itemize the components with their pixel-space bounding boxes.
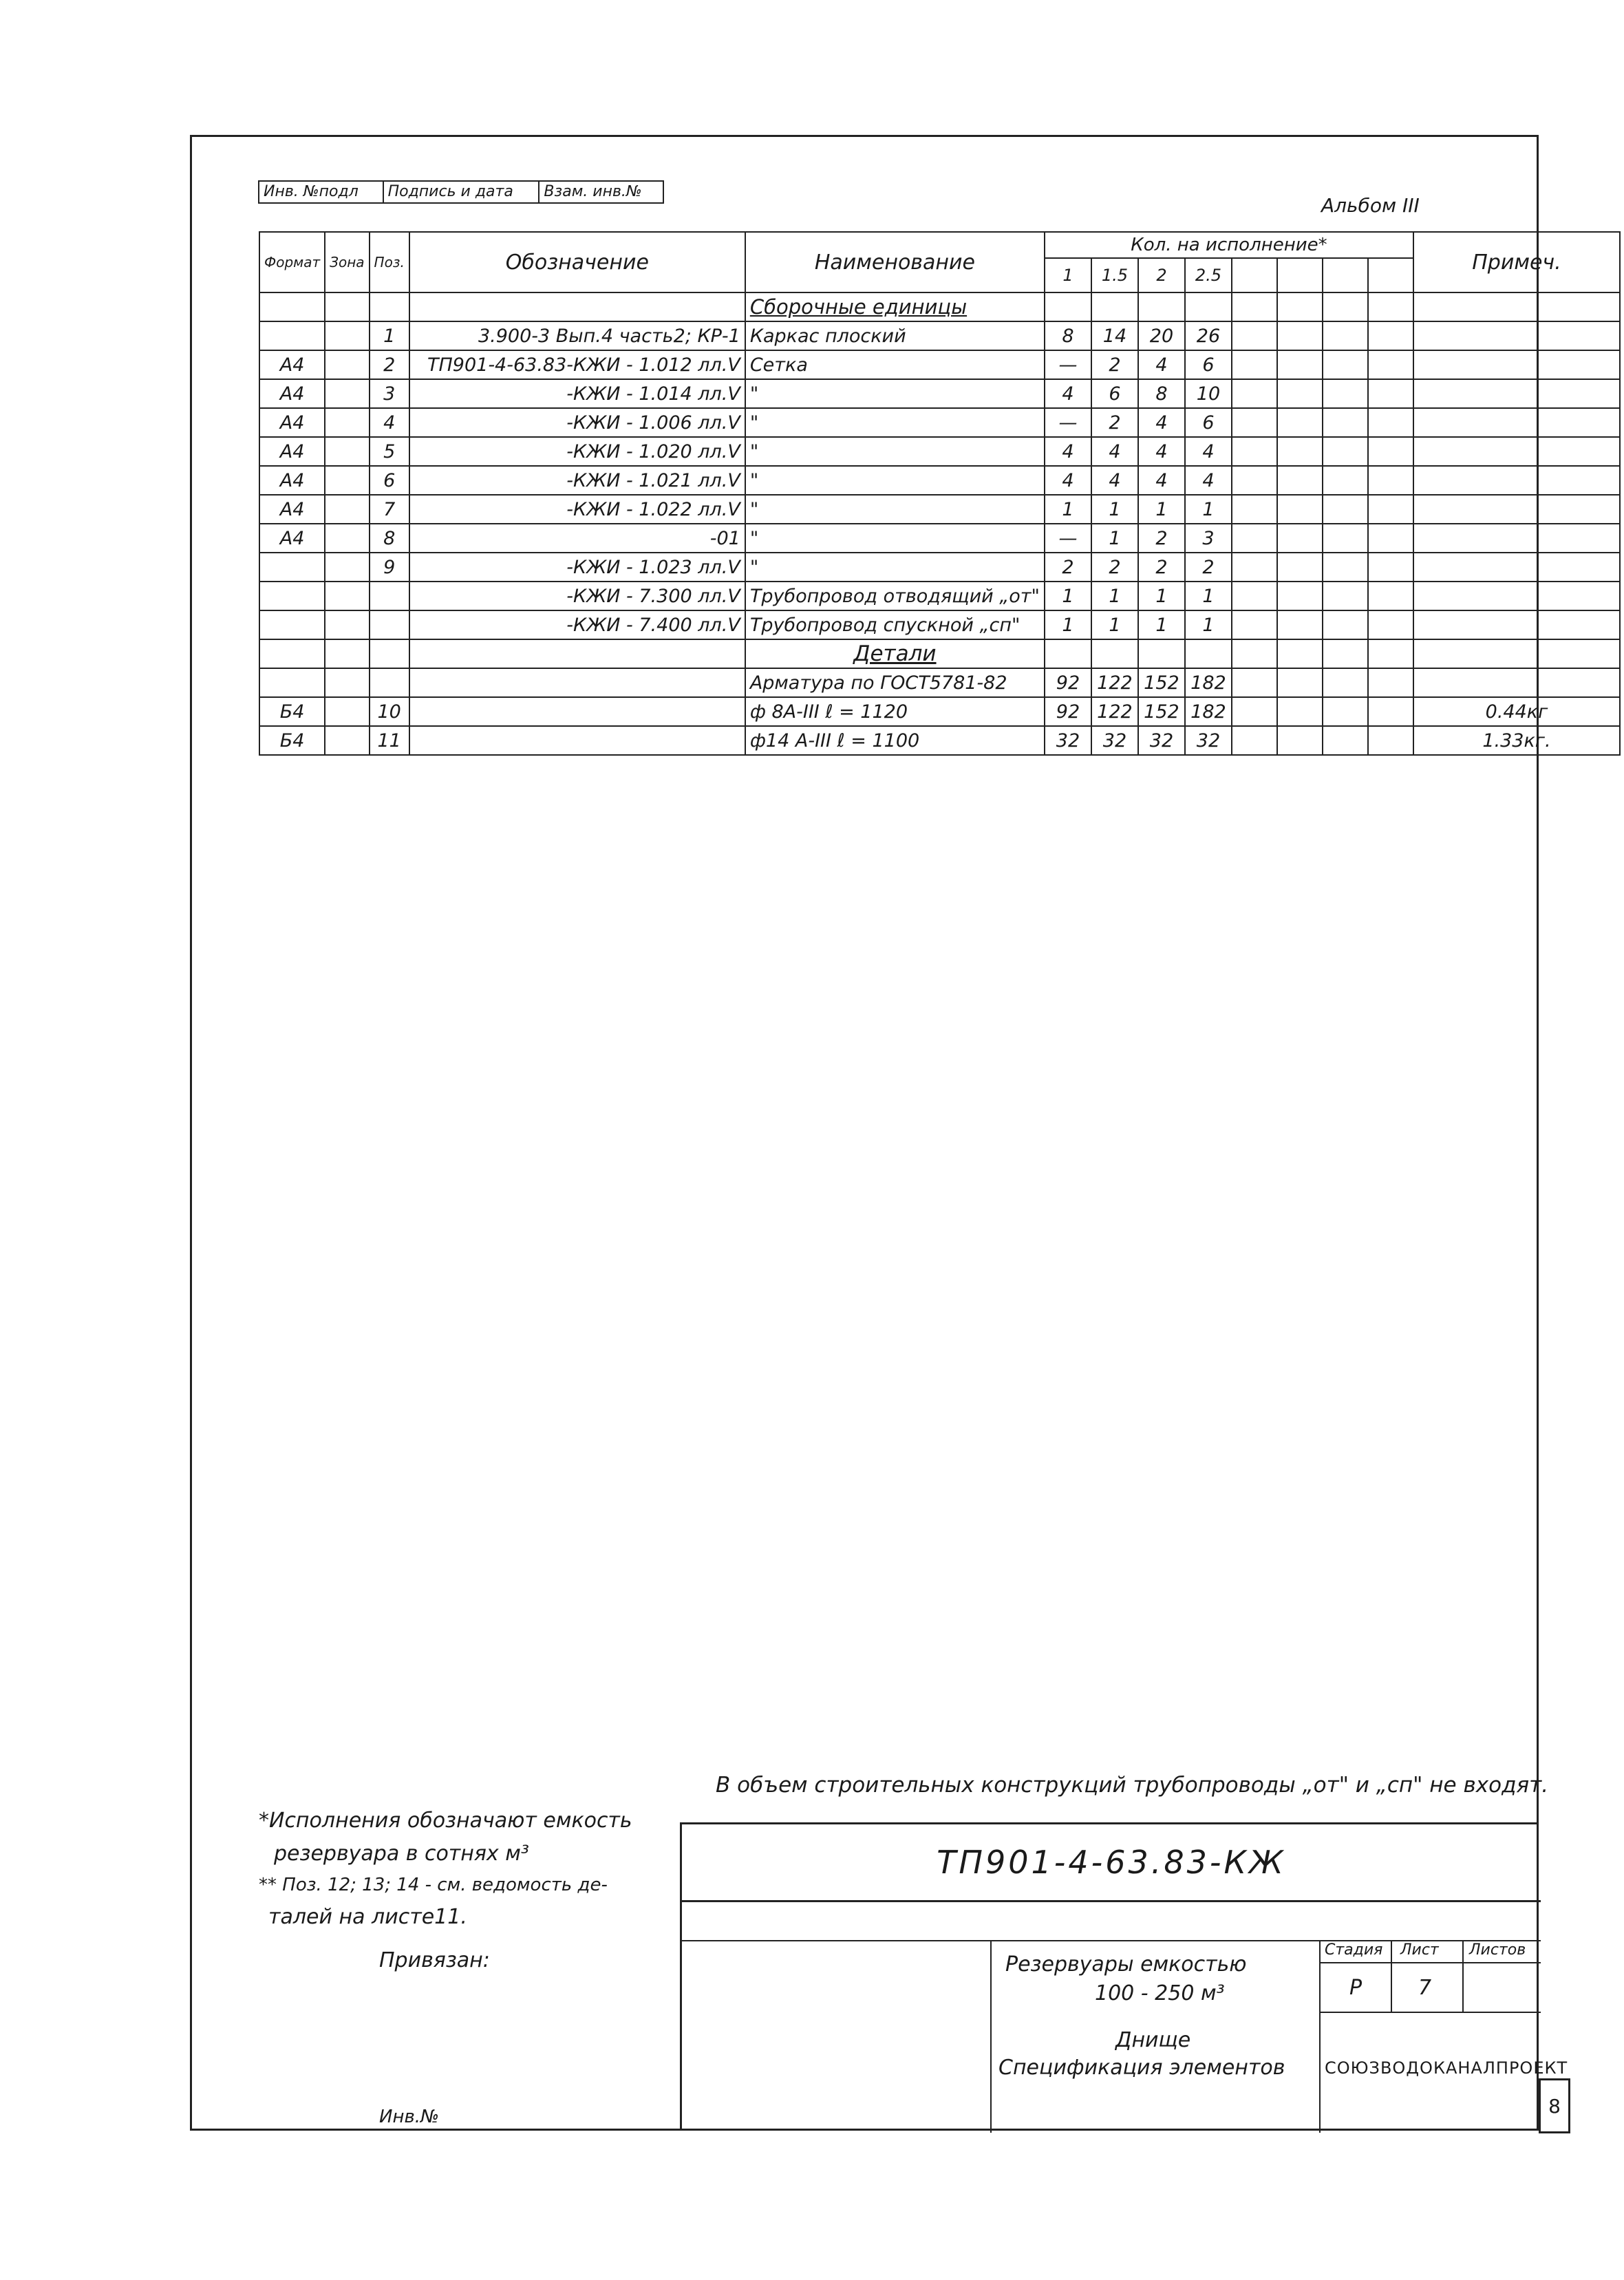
cell-qty: 4 bbox=[1138, 466, 1185, 495]
sheets-label: Листов bbox=[1469, 1941, 1526, 1959]
cell-qty: 4 bbox=[1091, 466, 1138, 495]
cell-qty-empty bbox=[1323, 582, 1368, 610]
cell-qty: 1 bbox=[1091, 610, 1138, 639]
cell-qty: 2 bbox=[1091, 408, 1138, 437]
cell-qty-empty bbox=[1232, 292, 1277, 321]
divider bbox=[1319, 1962, 1541, 1963]
cell-pos bbox=[370, 582, 409, 610]
cell-zone bbox=[325, 726, 369, 755]
qty-subheader: 1.5 bbox=[1091, 258, 1138, 292]
cell-format: Б4 bbox=[259, 697, 325, 726]
table-row bbox=[259, 292, 1620, 321]
spec-body bbox=[259, 232, 1620, 755]
cell-note bbox=[1413, 668, 1620, 697]
table-row bbox=[259, 495, 1620, 524]
inventory-cell: Взам. инв.№ bbox=[544, 183, 642, 200]
cell-name: " bbox=[745, 553, 1045, 582]
cell-name: Трубопровод отводящий „от" bbox=[745, 582, 1045, 610]
cell-pos: 9 bbox=[370, 553, 409, 582]
cell-zone bbox=[325, 437, 369, 466]
table-row bbox=[259, 524, 1620, 553]
table-row bbox=[259, 610, 1620, 639]
cell-qty-empty bbox=[1368, 292, 1413, 321]
table-row bbox=[259, 408, 1620, 437]
cell-qty: 4 bbox=[1185, 466, 1232, 495]
cell-qty-empty bbox=[1368, 610, 1413, 639]
cell-qty: 26 bbox=[1185, 321, 1232, 350]
cell-note bbox=[1413, 466, 1620, 495]
cell-qty-empty bbox=[1368, 437, 1413, 466]
cell-format bbox=[259, 553, 325, 582]
cell-qty bbox=[1045, 292, 1091, 321]
cell-note bbox=[1413, 379, 1620, 408]
title-line-1: Резервуары емкостью bbox=[1005, 1952, 1247, 1977]
cell-qty-empty bbox=[1232, 408, 1277, 437]
cell-qty: 4 bbox=[1091, 437, 1138, 466]
cell-pos bbox=[370, 610, 409, 639]
cell-qty-empty bbox=[1323, 726, 1368, 755]
cell-qty: — bbox=[1045, 408, 1091, 437]
cell-qty-empty bbox=[1323, 639, 1368, 668]
cell-designation bbox=[409, 668, 745, 697]
cell-format bbox=[259, 639, 325, 668]
cell-qty-empty bbox=[1368, 408, 1413, 437]
cell-note bbox=[1413, 350, 1620, 379]
cell-qty-empty bbox=[1277, 350, 1323, 379]
document-code: ТП901-4-63.83-КЖ bbox=[937, 1844, 1286, 1881]
cell-qty bbox=[1185, 639, 1232, 668]
cell-note bbox=[1413, 639, 1620, 668]
cell-format: А4 bbox=[259, 524, 325, 553]
table-row bbox=[259, 582, 1620, 610]
cell-name: " bbox=[745, 437, 1045, 466]
cell-qty-empty bbox=[1277, 582, 1323, 610]
cell-qty-empty bbox=[1368, 466, 1413, 495]
cell-note bbox=[1413, 408, 1620, 437]
cell-qty: 4 bbox=[1138, 350, 1185, 379]
cell-qty-empty bbox=[1323, 466, 1368, 495]
cell-qty: 6 bbox=[1185, 408, 1232, 437]
cell-qty-empty bbox=[1368, 553, 1413, 582]
title-line-3: Днище bbox=[1115, 2028, 1191, 2052]
corner-mark: 8 bbox=[1539, 2078, 1570, 2133]
cell-qty: 2 bbox=[1091, 350, 1138, 379]
cell-qty: 1 bbox=[1091, 524, 1138, 553]
col-note: Примеч. bbox=[1413, 232, 1620, 292]
cell-designation bbox=[409, 697, 745, 726]
cell-zone bbox=[325, 668, 369, 697]
cell-qty-empty bbox=[1232, 553, 1277, 582]
qty-subheader-empty bbox=[1232, 258, 1277, 292]
cell-qty-empty bbox=[1368, 350, 1413, 379]
divider bbox=[1319, 1940, 1321, 2133]
cell-pos bbox=[370, 639, 409, 668]
cell-qty: 2 bbox=[1185, 553, 1232, 582]
cell-qty: 1 bbox=[1091, 495, 1138, 524]
cell-qty-empty bbox=[1277, 610, 1323, 639]
col-zone: Зона bbox=[325, 232, 369, 292]
cell-qty bbox=[1091, 292, 1138, 321]
cell-designation: 3.900-3 Вып.4 часть2; КР-1 bbox=[409, 321, 745, 350]
qty-subheader: 1 bbox=[1045, 258, 1091, 292]
cell-designation bbox=[409, 726, 745, 755]
cell-qty: 3 bbox=[1185, 524, 1232, 553]
specification-table bbox=[259, 231, 1621, 756]
cell-qty: 1 bbox=[1091, 582, 1138, 610]
cell-qty-empty bbox=[1277, 466, 1323, 495]
cell-pos: 1 bbox=[370, 321, 409, 350]
cell-designation: -КЖИ - 7.300 лл.V bbox=[409, 582, 745, 610]
cell-format bbox=[259, 582, 325, 610]
cell-designation: -КЖИ - 7.400 лл.V bbox=[409, 610, 745, 639]
cell-qty: 1 bbox=[1138, 582, 1185, 610]
cell-qty: 1 bbox=[1185, 610, 1232, 639]
cell-qty-empty bbox=[1368, 697, 1413, 726]
cell-format: А4 bbox=[259, 408, 325, 437]
cell-qty-empty bbox=[1323, 697, 1368, 726]
album-label: Альбом III bbox=[1321, 194, 1420, 217]
cell-qty: 32 bbox=[1045, 726, 1091, 755]
cell-note bbox=[1413, 321, 1620, 350]
cell-zone bbox=[325, 697, 369, 726]
cell-qty-empty bbox=[1277, 697, 1323, 726]
cell-format bbox=[259, 321, 325, 350]
cell-qty: 32 bbox=[1138, 726, 1185, 755]
cell-qty bbox=[1045, 639, 1091, 668]
inv-number-label: Инв.№ bbox=[379, 2107, 440, 2127]
cell-note bbox=[1413, 524, 1620, 553]
cell-qty-empty bbox=[1368, 668, 1413, 697]
cell-qty: 8 bbox=[1138, 379, 1185, 408]
cell-qty-empty bbox=[1232, 321, 1277, 350]
cell-format bbox=[259, 668, 325, 697]
cell-qty: 1 bbox=[1045, 610, 1091, 639]
cell-qty: 2 bbox=[1045, 553, 1091, 582]
cell-qty-empty bbox=[1277, 408, 1323, 437]
cell-qty-empty bbox=[1232, 466, 1277, 495]
cell-pos: 11 bbox=[370, 726, 409, 755]
divider bbox=[682, 1900, 1541, 1902]
cell-qty-empty bbox=[1368, 495, 1413, 524]
table-row bbox=[259, 466, 1620, 495]
cell-designation: ТП901-4-63.83-КЖИ - 1.012 лл.V bbox=[409, 350, 745, 379]
header-row bbox=[259, 232, 1620, 258]
cell-zone bbox=[325, 639, 369, 668]
cell-qty-empty bbox=[1323, 379, 1368, 408]
cell-qty-empty bbox=[1323, 437, 1368, 466]
organization-name: СОЮЗВОДОКАНАЛПРОЕКТ bbox=[1325, 2058, 1568, 2078]
cell-pos: 4 bbox=[370, 408, 409, 437]
cell-qty-empty bbox=[1368, 524, 1413, 553]
qty-subheader-empty bbox=[1368, 258, 1413, 292]
sheet-value: 7 bbox=[1418, 1976, 1432, 2000]
cell-qty-empty bbox=[1232, 379, 1277, 408]
cell-zone bbox=[325, 582, 369, 610]
footnote-line: резервуара в сотнях м³ bbox=[274, 1842, 529, 1866]
cell-qty-empty bbox=[1232, 524, 1277, 553]
cell-qty: 10 bbox=[1185, 379, 1232, 408]
cell-zone bbox=[325, 466, 369, 495]
table-row bbox=[259, 379, 1620, 408]
table-row bbox=[259, 437, 1620, 466]
stage-label: Стадия bbox=[1325, 1941, 1383, 1959]
cell-name: Трубопровод спускной „сп" bbox=[745, 610, 1045, 639]
cell-qty-empty bbox=[1232, 668, 1277, 697]
cell-qty bbox=[1138, 639, 1185, 668]
inventory-header bbox=[258, 180, 664, 204]
cell-qty-empty bbox=[1232, 495, 1277, 524]
cell-qty-empty bbox=[1323, 292, 1368, 321]
cell-qty: 14 bbox=[1091, 321, 1138, 350]
cell-pos: 3 bbox=[370, 379, 409, 408]
cell-qty: 1 bbox=[1045, 495, 1091, 524]
col-pos: Поз. bbox=[370, 232, 409, 292]
divider bbox=[990, 1940, 992, 2133]
cell-format: А4 bbox=[259, 466, 325, 495]
cell-qty: 1 bbox=[1185, 495, 1232, 524]
cell-qty: 1 bbox=[1185, 582, 1232, 610]
table-row bbox=[259, 321, 1620, 350]
cell-zone bbox=[325, 321, 369, 350]
divider bbox=[1462, 1940, 1464, 2012]
table-row bbox=[259, 553, 1620, 582]
cell-qty: 6 bbox=[1091, 379, 1138, 408]
cell-qty: 4 bbox=[1138, 437, 1185, 466]
cell-qty-empty bbox=[1277, 379, 1323, 408]
cell-designation bbox=[409, 292, 745, 321]
cell-qty-empty bbox=[1368, 582, 1413, 610]
table-row bbox=[259, 726, 1620, 755]
divider bbox=[1391, 1940, 1392, 2012]
cell-qty: 1 bbox=[1138, 610, 1185, 639]
cell-name: Арматура по ГОСТ5781-82 bbox=[745, 668, 1045, 697]
cell-qty-empty bbox=[1368, 639, 1413, 668]
cell-zone bbox=[325, 610, 369, 639]
cell-qty-empty bbox=[1232, 726, 1277, 755]
cell-zone bbox=[325, 408, 369, 437]
cell-qty: 2 bbox=[1138, 553, 1185, 582]
cell-name: " bbox=[745, 466, 1045, 495]
cell-qty: 4 bbox=[1138, 408, 1185, 437]
table-row bbox=[259, 350, 1620, 379]
cell-qty: 1 bbox=[1138, 495, 1185, 524]
cell-qty-empty bbox=[1323, 350, 1368, 379]
cell-qty: 122 bbox=[1091, 668, 1138, 697]
inventory-cell: Инв. №подл bbox=[259, 182, 384, 202]
qty-subheader: 2.5 bbox=[1185, 258, 1232, 292]
cell-name: Детали bbox=[745, 639, 1045, 668]
col-name: Наименование bbox=[745, 232, 1045, 292]
cell-qty-empty bbox=[1232, 639, 1277, 668]
cell-designation: -КЖИ - 1.020 лл.V bbox=[409, 437, 745, 466]
cell-qty-empty bbox=[1232, 697, 1277, 726]
cell-qty-empty bbox=[1277, 639, 1323, 668]
divider bbox=[1319, 2012, 1541, 2013]
inventory-cell: Подпись и дата bbox=[384, 182, 540, 202]
cell-qty-empty bbox=[1277, 495, 1323, 524]
table-row bbox=[259, 639, 1620, 668]
cell-qty-empty bbox=[1277, 524, 1323, 553]
cell-pos bbox=[370, 668, 409, 697]
cell-zone bbox=[325, 292, 369, 321]
cell-pos: 8 bbox=[370, 524, 409, 553]
cell-pos: 6 bbox=[370, 466, 409, 495]
cell-designation: -КЖИ - 1.023 лл.V bbox=[409, 553, 745, 582]
cell-note bbox=[1413, 582, 1620, 610]
qty-subheader-empty bbox=[1277, 258, 1323, 292]
cell-qty-empty bbox=[1323, 321, 1368, 350]
cell-qty-empty bbox=[1323, 553, 1368, 582]
cell-qty-empty bbox=[1277, 726, 1323, 755]
volume-note: В объем строительных конструкций трубопроводы „от" и „сп" не входят. bbox=[716, 1773, 1549, 1798]
cell-qty: 92 bbox=[1045, 668, 1091, 697]
table-row bbox=[259, 697, 1620, 726]
cell-format: Б4 bbox=[259, 726, 325, 755]
footnote-line: ** Поз. 12; 13; 14 - см. ведомость де- bbox=[259, 1875, 608, 1895]
cell-qty: 152 bbox=[1138, 697, 1185, 726]
cell-format bbox=[259, 610, 325, 639]
cell-pos: 5 bbox=[370, 437, 409, 466]
cell-qty: 2 bbox=[1091, 553, 1138, 582]
cell-qty: 2 bbox=[1138, 524, 1185, 553]
qty-subheader: 2 bbox=[1138, 258, 1185, 292]
cell-qty-empty bbox=[1323, 610, 1368, 639]
cell-qty: 182 bbox=[1185, 697, 1232, 726]
cell-format: А4 bbox=[259, 350, 325, 379]
cell-qty: — bbox=[1045, 524, 1091, 553]
cell-qty-empty bbox=[1232, 610, 1277, 639]
cell-qty: 122 bbox=[1091, 697, 1138, 726]
cell-qty-empty bbox=[1368, 379, 1413, 408]
cell-format bbox=[259, 292, 325, 321]
cell-zone bbox=[325, 524, 369, 553]
title-line-4: Спецификация элементов bbox=[998, 2056, 1285, 2080]
cell-qty bbox=[1138, 292, 1185, 321]
cell-note bbox=[1413, 610, 1620, 639]
cell-format: А4 bbox=[259, 379, 325, 408]
cell-qty: 4 bbox=[1045, 379, 1091, 408]
cell-pos bbox=[370, 292, 409, 321]
cell-designation: -КЖИ - 1.021 лл.V bbox=[409, 466, 745, 495]
cell-zone bbox=[325, 350, 369, 379]
cell-qty: 20 bbox=[1138, 321, 1185, 350]
cell-qty: 4 bbox=[1045, 466, 1091, 495]
cell-qty: 4 bbox=[1185, 437, 1232, 466]
cell-qty-empty bbox=[1323, 524, 1368, 553]
cell-qty bbox=[1185, 292, 1232, 321]
cell-format: А4 bbox=[259, 437, 325, 466]
cell-note bbox=[1413, 292, 1620, 321]
cell-qty: 6 bbox=[1185, 350, 1232, 379]
cell-qty-empty bbox=[1368, 726, 1413, 755]
col-qty: Кол. на исполнение* bbox=[1045, 232, 1413, 258]
cell-pos: 10 bbox=[370, 697, 409, 726]
cell-qty-empty bbox=[1277, 292, 1323, 321]
cell-name: Сетка bbox=[745, 350, 1045, 379]
footnote-line: *Исполнения обозначают емкость bbox=[259, 1809, 632, 1833]
cell-note bbox=[1413, 553, 1620, 582]
cell-zone bbox=[325, 379, 369, 408]
title-line-2: 100 - 250 м³ bbox=[1095, 1981, 1225, 2005]
cell-qty: 8 bbox=[1045, 321, 1091, 350]
qty-subheader-empty bbox=[1323, 258, 1368, 292]
cell-qty-empty bbox=[1368, 321, 1413, 350]
cell-qty: 152 bbox=[1138, 668, 1185, 697]
cell-note bbox=[1413, 495, 1620, 524]
cell-qty: 92 bbox=[1045, 697, 1091, 726]
cell-name: ф14 А-III ℓ = 1100 bbox=[745, 726, 1045, 755]
col-format: Формат bbox=[259, 232, 325, 292]
cell-qty-empty bbox=[1277, 437, 1323, 466]
cell-qty-empty bbox=[1277, 553, 1323, 582]
cell-qty-empty bbox=[1232, 582, 1277, 610]
cell-note: 0.44кг bbox=[1413, 697, 1620, 726]
cell-format: А4 bbox=[259, 495, 325, 524]
cell-pos: 7 bbox=[370, 495, 409, 524]
cell-qty: 182 bbox=[1185, 668, 1232, 697]
cell-name: " bbox=[745, 408, 1045, 437]
cell-qty-empty bbox=[1277, 321, 1323, 350]
cell-qty: 32 bbox=[1091, 726, 1138, 755]
table-row bbox=[259, 668, 1620, 697]
cell-qty-empty bbox=[1323, 495, 1368, 524]
cell-name: " bbox=[745, 524, 1045, 553]
cell-designation: -КЖИ - 1.022 лл.V bbox=[409, 495, 745, 524]
cell-designation: -01 bbox=[409, 524, 745, 553]
cell-qty-empty bbox=[1277, 668, 1323, 697]
cell-designation: -КЖИ - 1.006 лл.V bbox=[409, 408, 745, 437]
stage-value: Р bbox=[1349, 1976, 1363, 2000]
cell-qty: 1 bbox=[1045, 582, 1091, 610]
sheet-label: Лист bbox=[1400, 1941, 1439, 1959]
cell-designation bbox=[409, 639, 745, 668]
col-designation: Обозначение bbox=[409, 232, 745, 292]
attached-label: Привязан: bbox=[379, 1948, 490, 1972]
cell-note bbox=[1413, 437, 1620, 466]
cell-qty-empty bbox=[1232, 437, 1277, 466]
cell-name: Сборочные единицы bbox=[745, 292, 1045, 321]
cell-qty: — bbox=[1045, 350, 1091, 379]
cell-qty-empty bbox=[1323, 668, 1368, 697]
cell-name: ф 8А-III ℓ = 1120 bbox=[745, 697, 1045, 726]
cell-name: Каркас плоский bbox=[745, 321, 1045, 350]
cell-note: 1.33кг. bbox=[1413, 726, 1620, 755]
cell-qty: 32 bbox=[1185, 726, 1232, 755]
cell-zone bbox=[325, 553, 369, 582]
cell-pos: 2 bbox=[370, 350, 409, 379]
cell-designation: -КЖИ - 1.014 лл.V bbox=[409, 379, 745, 408]
footnote-line: талей на листе11. bbox=[268, 1905, 467, 1929]
cell-name: " bbox=[745, 495, 1045, 524]
cell-qty: 4 bbox=[1045, 437, 1091, 466]
cell-zone bbox=[325, 495, 369, 524]
cell-name: " bbox=[745, 379, 1045, 408]
cell-qty-empty bbox=[1323, 408, 1368, 437]
cell-qty-empty bbox=[1232, 350, 1277, 379]
cell-qty bbox=[1091, 639, 1138, 668]
